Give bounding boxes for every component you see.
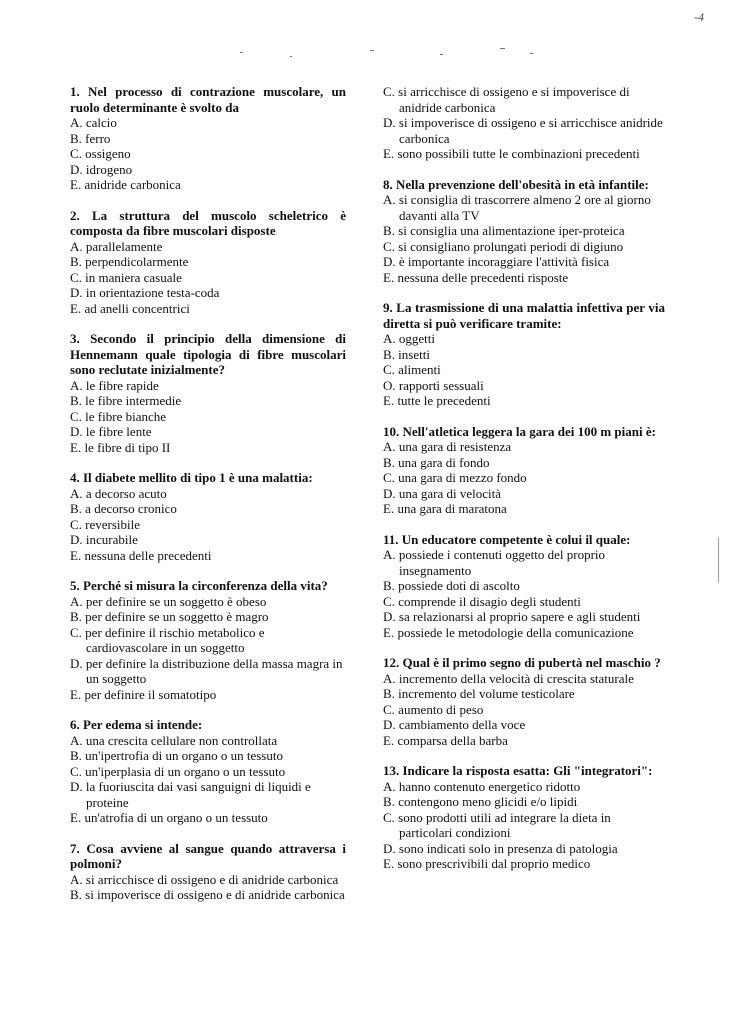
answer-option[interactable]: A. a decorso acuto [70,485,167,501]
answer-option[interactable]: C. in maniera casuale [70,269,182,285]
question-6 [70,717,346,826]
answer-option[interactable]: C. comprende il disagio degli studenti [383,593,581,609]
question-text: 5. Perché si misura la circonferenza della vita? [70,578,328,593]
answer-option[interactable]: B. per definire se un soggetto è magro [70,609,269,624]
answer-option[interactable]: D. incurabile [70,532,138,547]
answer-option[interactable]: E. tutte le precedenti [383,393,491,408]
answer-option[interactable]: C. per definire il rischio metabolico e cardiovascolare in un soggetto [70,624,265,655]
question-text: 9. La trasmissione di una malattia infettiva per via diretta si può verificare tramite: [383,300,665,331]
answer-option[interactable]: C. si consigliano prolungati periodi di digiuno [383,238,624,254]
answer-option[interactable]: A. si consiglia di trascorrere almeno 2 ore al giorno davanti alla TV [383,192,651,223]
question-text: 2. La struttura del muscolo scheletrico è composta da fibre muscolari disposte [70,207,347,238]
answer-option[interactable]: A. incremento della velocità di crescita staturale [383,670,634,686]
question-text: 7. Cosa avviene al sangue quando attraversa i polmoni? [70,840,347,871]
question-text: 12. Qual è il primo segno di pubertà nel maschio ? [383,655,661,670]
answer-option[interactable]: A. oggetti [383,331,435,346]
question-2 [70,208,346,317]
answer-option[interactable]: E. sono possibili tutte le combinazioni precedenti [383,146,640,161]
answer-option[interactable]: C. si arricchisce di ossigeno e si impoverisce di anidride carbonica [383,84,630,115]
answer-option[interactable]: D. la fuoriuscita dai vasi sanguigni di liquidi e proteine [70,779,311,810]
answer-option[interactable]: B. ferro [70,130,111,146]
question-4 [70,470,346,563]
answer-option[interactable]: B. una gara di fondo [383,454,490,470]
answer-option[interactable]: A. le fibre rapide [70,377,159,393]
answer-option[interactable]: E. per definire il somatotipo [70,686,217,702]
question-text: 4. Il diabete mellito di tipo 1 è una malattia: [70,470,313,485]
question-12 [383,655,665,748]
left-column [70,84,346,918]
question-7 [70,841,346,903]
answer-option[interactable]: D. una gara di velocità [383,485,502,501]
answer-option[interactable]: A. calcio [70,115,117,130]
answer-option[interactable]: D. cambiamento della voce [383,717,526,732]
answer-option[interactable]: A. una gara di resistenza [383,439,512,454]
scan-margin-line [718,538,719,582]
answer-option[interactable]: C. una gara di mezzo fondo [383,470,527,485]
question-text: 13. Indicare la risposta esatta: Gli "integratori": [383,763,653,778]
answer-option[interactable]: C. le fibre bianche [70,408,167,424]
answer-option[interactable]: B. possiede doti di ascolto [383,578,520,593]
right-column [383,84,665,887]
question-3 [70,331,346,455]
question-11 [383,532,665,641]
question-text: 6. Per edema si intende: [70,717,203,732]
question-1 [70,84,346,193]
answer-option[interactable]: E. ad anelli concentrici [70,300,190,316]
answer-option[interactable]: D. sa relazionarsi al proprio sapere e agli studenti [383,609,641,624]
answer-option[interactable]: C. alimenti [383,362,441,377]
answer-option[interactable]: E. un'atrofia di un organo o un tessuto [70,810,268,825]
answer-option[interactable]: D. è importante incoraggiare l'attività fisica [383,254,610,269]
answer-option[interactable]: C. un'iperplasia di un organo o un tessuto [70,763,286,779]
question-text: 3. Secondo il principio della dimensione di Hennemann quale tipologia di fibre muscolari sono reclutate inizialmente? [70,331,346,377]
answer-option[interactable]: E. nessuna delle precedenti [70,547,212,563]
answer-option[interactable]: E. nessuna delle precedenti risposte [383,269,569,285]
question-13 [383,763,665,872]
answer-option[interactable]: D. si impoverisce di ossigeno e si arricchisce anidride carbonica [383,115,663,146]
answer-option[interactable]: D. sono indicati solo in presenza di patologia [383,840,618,856]
question-5 [70,578,346,702]
answer-option[interactable]: B. un'ipertrofia di un organo o un tessuto [70,748,283,763]
answer-option[interactable]: O. rapporti sessuali [383,377,484,393]
scan-noise [230,44,560,64]
answer-option[interactable]: E. possiede le metodologie della comunicazione [383,624,634,640]
answer-option[interactable]: E. le fibre di tipo II [70,439,171,455]
question-text: 11. Un educatore competente è colui il quale: [383,531,631,547]
answer-option[interactable]: D. idrogeno [70,161,133,177]
answer-option[interactable]: C. aumento di peso [383,701,484,717]
answer-option[interactable]: B. si consiglia una alimentazione iper-proteica [383,223,625,238]
answer-option[interactable]: B. perpendicolarmente [70,254,189,269]
question-text: 10. Nell'atletica leggera la gara dei 100 m piani è: [383,423,656,439]
question-10 [383,424,665,517]
answer-option[interactable]: B. contengono meno glicidi e/o lipidi [383,794,578,809]
answer-option[interactable]: E. comparsa della barba [383,732,508,748]
question-9 [383,300,665,409]
answer-option[interactable]: A. hanno contenuto energetico ridotto [383,778,581,794]
answer-option[interactable]: E. una gara di maratona [383,501,507,516]
answer-option[interactable]: C. ossigeno [70,146,131,161]
answer-option[interactable]: E. anidride carbonica [70,177,181,192]
answer-option[interactable]: C. reversibile [70,516,141,532]
answer-option[interactable]: B. a decorso cronico [70,501,177,516]
answer-option[interactable]: A. una crescita cellulare non controllata [70,732,278,748]
answer-option[interactable]: B. insetti [383,346,430,362]
answer-option[interactable]: B. si impoverisce di ossigeno e di anidride carbonica [70,887,345,902]
answer-option[interactable]: C. sono prodotti utili ad integrare la dieta in particolari condizioni [383,809,611,840]
answer-option[interactable]: A. per definire se un soggetto è obeso [70,593,267,609]
question-8 [383,177,665,286]
answer-option[interactable]: B. le fibre intermedie [70,393,182,408]
page-corner-mark: -4 [694,10,704,24]
question-7-continued [383,84,665,162]
answer-option[interactable]: A. parallelamente [70,238,163,254]
answer-option[interactable]: D. in orientazione testa-coda [70,285,220,300]
question-text: 8. Nella prevenzione dell'obesità in età infantile: [383,176,649,192]
answer-option[interactable]: B. incremento del volume testicolare [383,686,575,701]
answer-option[interactable]: A. si arricchisce di ossigeno e di anidride carbonica [70,871,339,887]
answer-option[interactable]: E. sono prescrivibili dal proprio medico [383,856,591,871]
answer-option[interactable]: D. le fibre lente [70,424,152,439]
answer-option[interactable]: A. possiede i contenuti oggetto del proprio insegnamento [383,547,606,578]
answer-option[interactable]: D. per definire la distribuzione della massa magra in un soggetto [70,655,343,686]
question-text: 1. Nel processo di contrazione muscolare, un ruolo determinante è svolto da [70,84,347,115]
